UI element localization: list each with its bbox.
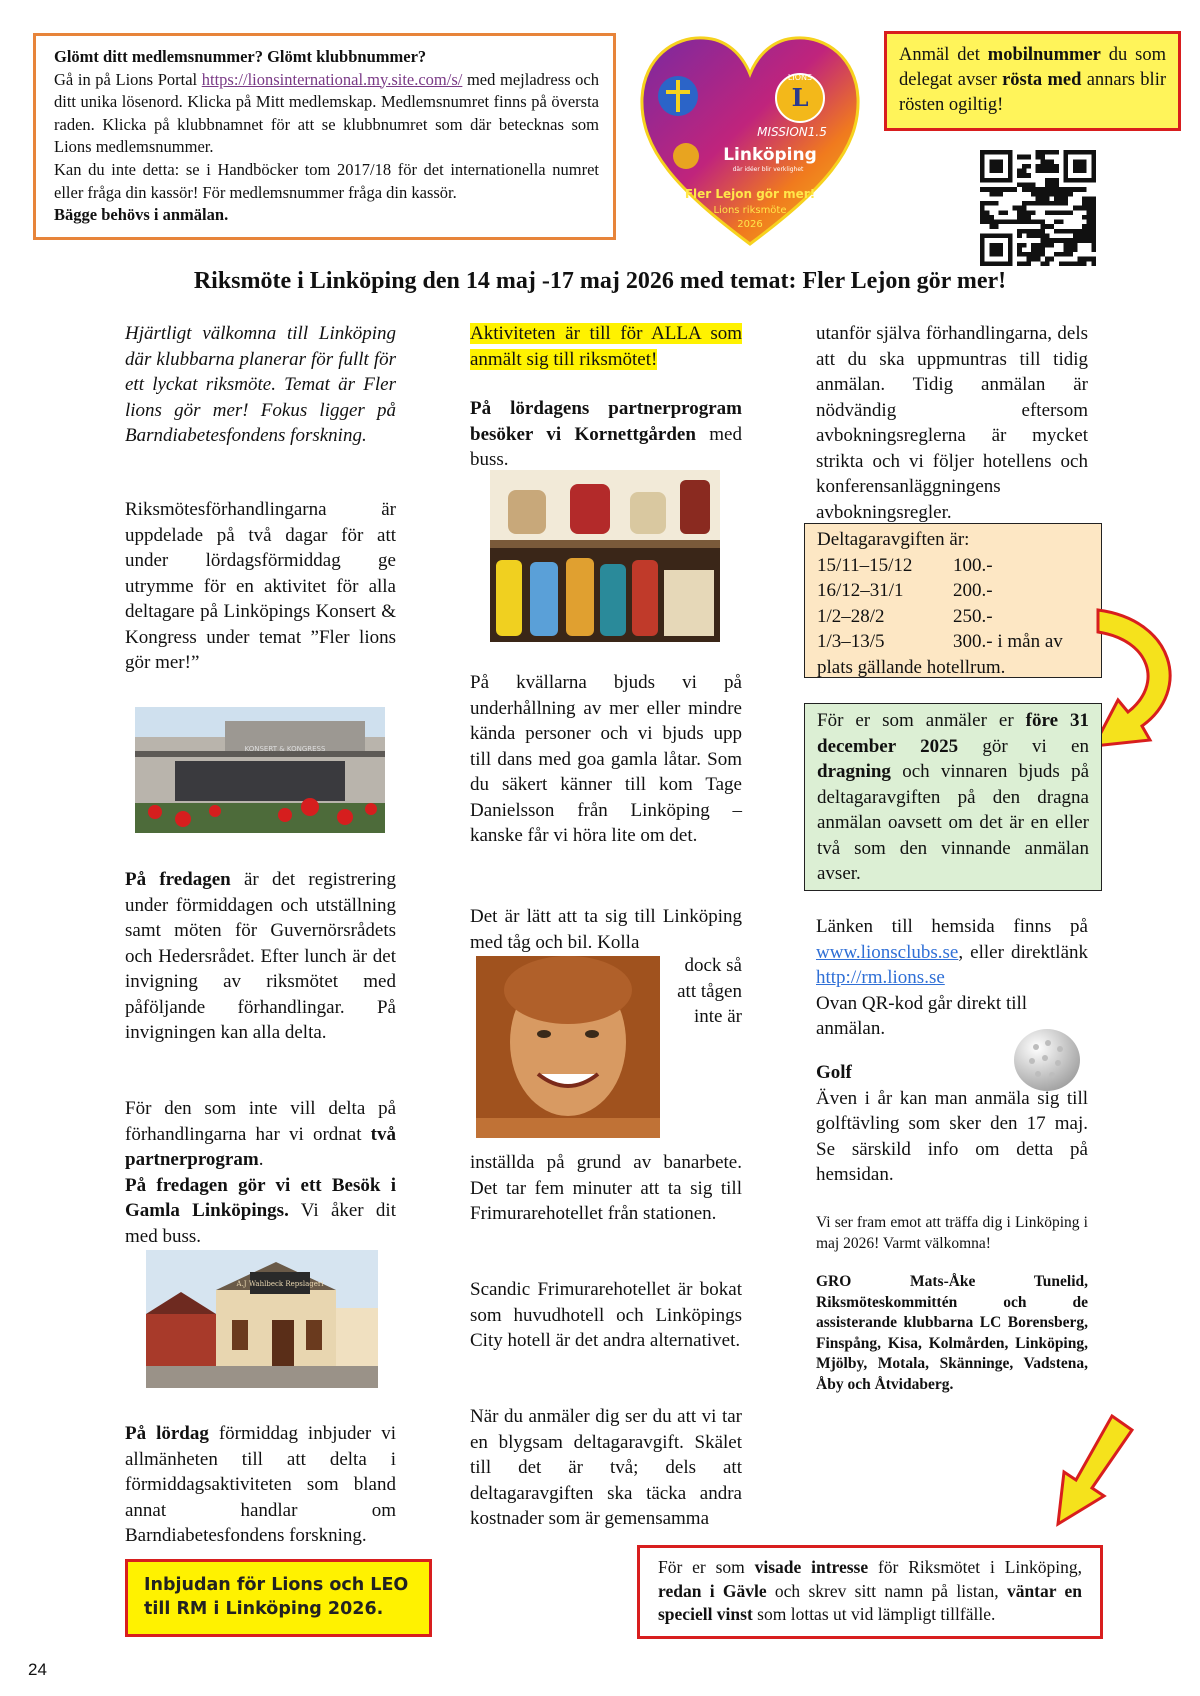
svg-text:A.J Wahlbeck Repslageri: A.J Wahlbeck Repslageri — [236, 1280, 324, 1288]
gamla-linkoping-photo — [146, 1250, 378, 1388]
member-box-text-2: Kan du inte detta: se i Handböcker tom 2017/18 för det internationella numret eller fråga din kassör! För medlemsnummer fråga din kassör. — [54, 159, 599, 202]
early-registration-draw-box: För er som anmäler er före 31 december 2025 gör vi en dragning och vinnaren bjuds på deltagaravgiften på den dragna anmälan oavsett om det är en eller två som den vinnande anmälan avser. — [804, 703, 1102, 891]
member-number-info-box — [33, 33, 616, 240]
fee-period: 15/11–15/12 — [817, 554, 913, 576]
lion-head-icon — [673, 143, 699, 169]
fee-period: 1/3–13/5 — [817, 631, 885, 652]
negotiations-paragraph: Riksmötesförhandlingarna är uppdelade på två dagar för att under lördagsförmiddag ge utrymme för en aktivitet för alla deltagare på Linköpings Konsert & Kongress under temat ”Fler lions gör mer!” — [125, 499, 396, 673]
fee-price: 250.- — [953, 605, 993, 627]
tage-danielsson-photo — [476, 956, 660, 1138]
page-headline: Riksmöte i Linköping den 14 maj -17 maj 2026 med temat: Fler Lejon gör mer! — [193, 268, 1007, 294]
saturday-paragraph: På lördag förmiddag inbjuder vi allmänheten till att delta i förmiddagsaktiviteten som bland annat handlar om Barndiabetesfondens forskning. — [125, 1423, 396, 1546]
svg-text:KONSERT & KONGRESS: KONSERT & KONGRESS — [244, 745, 326, 753]
svg-text:där idéer blir verklighet: där idéer blir verklighet — [732, 166, 804, 173]
fee-period: 1/2–28/2 — [817, 605, 885, 627]
svg-text:Fler Lejon gör mer!: Fler Lejon gör mer! — [684, 187, 816, 201]
lionsclubs-link[interactable]: www.lionsclubs.se — [816, 941, 959, 963]
travel-paragraph-cont: inställda på grund av banarbete. Det tar fem minuter att ta sig till Frimurarehotellet från stationen. — [470, 1152, 742, 1224]
friday-paragraph: På fredagen är det registrering under förmiddagen och utställning samt möten för Guvernörsrådets och Hedersrådet. Efter lunch är det invigning av riksmötet med påföljande förhandlingar. På invigningen kan alla delta. — [125, 869, 396, 1043]
kornettgarden-photo — [490, 470, 720, 642]
svg-text:LIONS: LIONS — [787, 73, 813, 82]
travel-paragraph: Det är lätt att ta sig till Linköping med tåg och bil. Kolla — [470, 906, 742, 953]
concert-hall-photo — [135, 707, 385, 833]
fee-row — [817, 553, 1089, 579]
fee-intro-paragraph: När du anmäler dig ser du att vi tar en blygsam deltagaravgift. Skälet till det är två; dels att deltagaravgiften ska täcka andra kostnader som är gemensamma — [470, 1406, 742, 1529]
mobile-number-notice: Anmäl det mobilnummer du som delegat avser rösta med annars blir rösten ogiltig! — [884, 31, 1181, 131]
member-box-title: Glömt ditt medlemsnummer? Glömt klubbnummer? — [54, 47, 427, 66]
partner-program-paragraph: För den som inte vill delta på förhandlingarna har vi ordnat två partnerprogram. På fredagen gör vi ett Besök i Gamla Linköpings. Vi åker dit med buss. — [125, 1098, 396, 1247]
fee-price: 200.- — [953, 580, 993, 601]
activity-highlight: Aktiviteten är till för ALLA som anmält sig till riksmötet! — [470, 323, 742, 370]
hotel-paragraph: Scandic Frimurarehotellet är bokat som huvudhotell och Linköpings City hotell är det andra alternativet. — [470, 1279, 742, 1351]
fee-note: plats gällande hotellrum. — [817, 656, 1006, 678]
riksmote-heart-logo — [638, 30, 862, 252]
special-prize-box: För er som visade intresse för Riksmötet i Linköping, redan i Gävle och skrev sitt namn på listan, väntar en speciell vinst som lottas ut vid lämpligt tillfälle. — [637, 1545, 1103, 1639]
fee-price: 100.- — [953, 554, 993, 576]
golf-section: Golf Även i år kan man anmäla sig till golftävling som sker den 17 maj. Se särskild info om detta på hemsidan. — [816, 1062, 1088, 1185]
links-paragraph: Länken till hemsida finns på www.lionsclubs.se, eller direktlänk http://rm.lions.se Ovan QR-kod går direkt till anmälan. — [816, 916, 1088, 1039]
lions-portal-link[interactable]: https://lionsinternational.my.site.com/s/ — [201, 69, 463, 89]
rm-lions-link[interactable]: http://rm.lions.se — [816, 967, 945, 988]
svg-text:MISSION1.5: MISSION1.5 — [757, 125, 827, 139]
cancellation-paragraph: utanför själva förhandlingarna, dels att du ska uppmuntras till tidig anmälan. Tidig anmälan är nödvändig eftersom avbokningsreglerna är mycket strikta och vi följer hotellens och konferensanläggningens avbokningsregler. — [816, 323, 1088, 523]
down-arrow-icon — [1050, 1410, 1140, 1530]
saturday-partner-paragraph: På lördagens partnerprogram besöker vi Kornettgården med buss. — [470, 398, 742, 470]
member-box-text: Gå in på Lions Portal https://lionsinternational.my.site.com/s/ med mejladress och ditt unika lösenord. Klicka på Mitt medlemskap. Medlemsnumret finns på översta raden. Klicka på klubbnamnet för att se klubbnumret som där betecknas som Lions medlemsnummer. — [54, 69, 599, 157]
fee-row — [817, 604, 1089, 630]
svg-text:Lions riksmöte: Lions riksmöte — [713, 205, 787, 216]
welcome-signature: Vi ser fram emot att träffa dig i Linköping i maj 2026! Varmt välkomna! GRO Mats-Åke Tunelid, Riksmöteskommittén och de assisterande klubbarna LC Borensberg, Finspång, Kisa, Kolmården, Linköping, Mjölby, Motala, Skänninge, Vadstena, Åby och Åtvidaberg. — [816, 1214, 1088, 1393]
page-number: 24 — [28, 1660, 47, 1679]
evening-paragraph: På kvällarna bjuds vi på underhållning av mer eller mindre kända personer och vi bjuds upp till dans med goa gamla låtar. Som du säkert känner till kom Tage Danielsson från Linköping – kanske får vi höra lite om det. — [470, 672, 742, 846]
svg-text:2026: 2026 — [737, 219, 763, 230]
svg-text:Linköping: Linköping — [723, 145, 817, 165]
fee-row — [817, 629, 1089, 655]
fee-period: 16/12–31/1 — [817, 580, 904, 601]
fee-table — [804, 523, 1102, 678]
member-box-note: Bägge behövs i anmälan. — [54, 205, 229, 225]
intro-paragraph: Hjärtligt välkomna till Linköping där klubbarna planerar för fullt för ett lyckat riksmöte. Temat är Fler lions gör mer! Fokus ligger på Barndiabetesfondens forskning. — [125, 323, 396, 446]
fee-price: 300.- i mån av — [953, 631, 1063, 652]
registration-qr-code[interactable] — [978, 150, 1098, 266]
travel-paragraph-wrap: dock så att tågen inte är — [677, 955, 742, 1027]
invitation-box: Inbjudan för Lions och LEO till RM i Linköping 2026. — [125, 1559, 432, 1637]
svg-text:L: L — [791, 83, 809, 112]
fee-row — [817, 578, 1089, 604]
fee-title: Deltagaravgiften är: — [817, 529, 970, 550]
